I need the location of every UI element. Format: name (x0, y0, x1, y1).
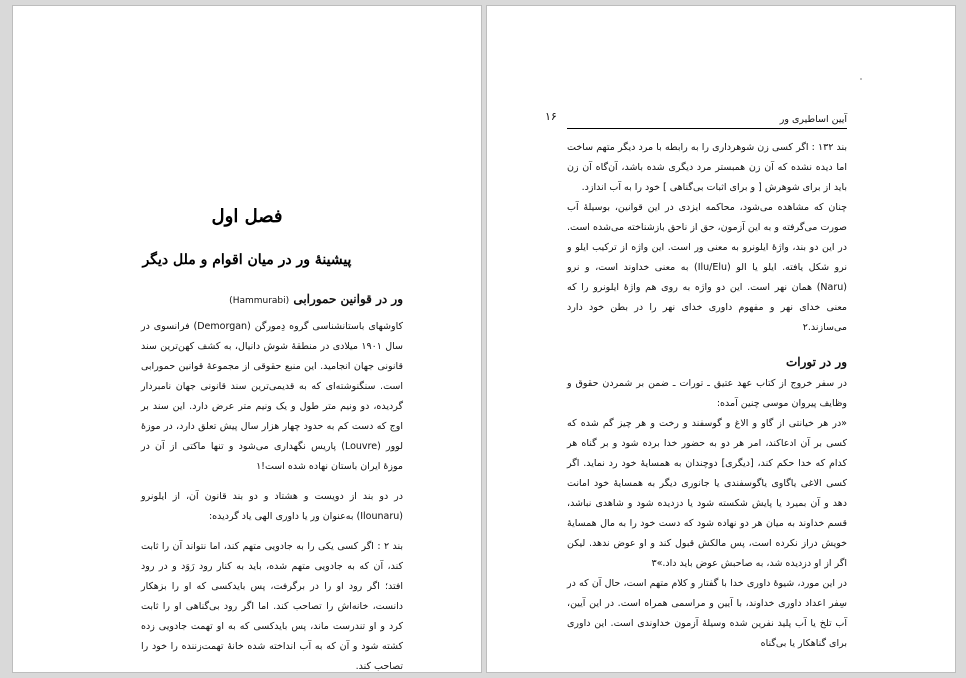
paragraph: کاوشهای باستانشناسی گروه دِمورگن (Demorgan) فرانسوی در سال ۱۹۰۱ میلادی در منطقهٔ شوش دانیال، به کشف کهن‌ترین سند قانونی جهان انجامید. این منبع حقوقی از مجموعهٔ قوانین حمورابی است. سنگنوشته‌ای که به قدیمی‌ترین سند قانونی جهان نامبردار گردیده، دو ونیم متر طول و یک ونیم متر عرض دارد. این سند بر اوج که دست کم به حدود چهار هزار سال پیش تعلق دارد، در موزهٔ لوور (Louvre) پاریس نگهداری می‌شود و تنها ماکتی از آن در موزهٔ ایران باستان نهاده شده است!۱ (141, 321, 403, 472)
paragraph: چنان که مشاهده می‌شود، محاکمه ایزدی در این قوانین، بوسیلهٔ آب صورت می‌گرفته و به این آزمون، حق از ناحق بازشناخته می‌شده است. در این دو بند، واژهٔ ایلونرو به معنی ور است. این واژه از ترکیب ایلو و نرو شکل یافته. ایلو یا الو (Ilu/Elu) به معنی خداوند است، و نرو (Naru) همان نهر است. این دو واژه به روی هم واژهٔ ایلونرو را که معنی خدای نهر و مفهوم داوری خدای نهر را در بطن خود دارد می‌سازند.۲ (567, 202, 848, 333)
chapter-title: فصل اول (211, 206, 283, 227)
chapter-subtitle: پیشینهٔ ور در میان اقوام و ملل دیگر (142, 252, 352, 268)
paragraph: در سفر خروج از کتاب عهد عتیق ـ تورات ـ ضمن بر شمردن حقوق و وظایف پیروان موسی چنین آمده: (567, 378, 847, 409)
running-header (545, 110, 847, 129)
section-heading-torah: ور در تورات (785, 355, 847, 369)
right-section (567, 138, 847, 654)
quotation: «در هر خیانتی از گاو و الاغ و گوسفند و رخت و هر چیز گم شده که کسی بر آن ادعاکند، امر هر دو به حضور خدا برده شود و بر گناه هر کدام که خدا حکم کند، [دیگری] دوچندان به همسایهٔ خود رد نماید. اگر کسی الاغی یاگاوی یاگوسفندی یا جانوری دیگر به همسایهٔ خود امانت دهد و آن بمیرد یا پایش شکسته شود یا دزدیده شود و شاهدی نباشد، قسم خداوند به میان هر دو نهاده شود که دست خود را به مال همسایهٔ خویش دراز نکرده است، پس مالکش قبول کند و او عوض ندهد. لیکن اگر از او دزدیده شد، به صاحبش عوض باید داد.»۳ (567, 418, 847, 569)
left-section (141, 289, 403, 673)
speck-mark (860, 78, 862, 80)
paragraph: در این مورد، شیوهٔ داوری خدا با گفتار و کلام متهم است، حال آن که در سِفر اعداد داوری خداوند، با آیین و مراسمی همراه است. در این آیین، آب تلخ یا آب پلید نفرین شده وسیلهٔ آزمون خداوندی است. این داوری برای گناهکار یا بی‌گناه (567, 578, 847, 649)
section-heading-latin: (Hammurabi) (229, 296, 290, 306)
left-page (12, 5, 482, 673)
paragraph: بند ۱۳۲ : اگر کسی زن شوهرداری را به رابطه با مرد دیگر متهم ساخت اما دیده نشده که آن زن همبستر مرد دیگری شده باشد، آن‌گاه آن زن باید از برای شوهرش [ و برای اثبات بی‌گناهی ] خود را به آب اندازد. (567, 142, 847, 193)
paragraph: در دو بند از دویست و هشتاد و دو بند قانون آن، از ایلونرو (Ilounaru) به‌عنوان ور یا داوری الهی یاد گردیده: (141, 491, 403, 522)
section-heading-hammurabi (141, 289, 403, 311)
section-heading-text: ور در قوانین حمورابی (293, 292, 403, 306)
page-number: ۱۶ (545, 110, 557, 123)
running-title: آیین اساطیری ور (779, 114, 847, 125)
paragraph: بند ۲ : اگر کسی یکی را به جادویی متهم کند، اما نتواند آن را ثابت کند، آن که به جادویی متهم شده، باید به کنار رود رَوَد و در رود افتد؛ اگر رود او را در برگرفت، پس بایدکسی که او را بزهکار دانست، خانه‌اش را تصاحب کند. اما اگر رود بی‌گناهی او را ثابت کرد و او تندرست ماند، پس بایدکسی که به او تهمت جادویی زده کشته شود و آن که به آب انداخته شده خانهٔ تهمت‌زننده را خود را تصاحب کند. (141, 541, 403, 672)
right-page (486, 5, 956, 673)
